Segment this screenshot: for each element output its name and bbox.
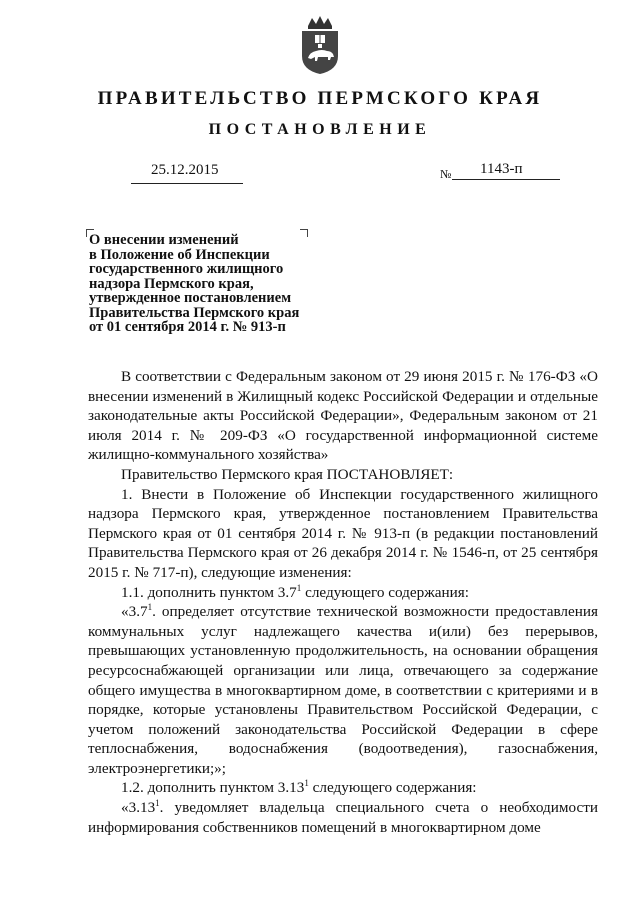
preamble-paragraph: В соответствии с Федеральным законом от 29 июня 2015 г. № 176-ФЗ «О внесении изменений в Жилищный кодекс Российской Федерации и отдельные законодательные акты Российской Федерации», Федеральным законом от 21 июля 2014 г. № 209-ФЗ «О государственной информационной системе жилищно-коммунального хозяйства» — [88, 368, 598, 464]
document-date: 25.12.2015 — [151, 162, 219, 178]
clause-3-7-1-paragraph — [88, 602, 598, 778]
clause-3-13-1-sup: 1 — [155, 798, 160, 809]
subject-line: надзора Пермского края, — [89, 275, 254, 292]
resolution-paragraph: Правительство Пермского края ПОСТАНОВЛЯЕТ: — [121, 465, 454, 483]
subject-line: Правительства Пермского края — [89, 304, 300, 321]
clause-1-2-tail: следующего содержания: — [308, 779, 477, 797]
number-field — [452, 161, 560, 180]
clause-3-7-1-text: «3.7 — [121, 603, 148, 621]
clause-3-13-1-tail: . уведомляет владельца специального счета о необходимости информирования собственников помещений в многоквартирном доме — [88, 799, 598, 836]
clause-1-2-text: 1.2. дополнить пунктом 3.13 — [121, 779, 305, 797]
document-subject — [89, 233, 329, 335]
clause-1-2-paragraph — [88, 778, 598, 798]
clause-3-13-1-text: «3.13 — [121, 799, 156, 817]
subject-line: утвержденное постановлением — [89, 290, 292, 306]
subject-line: государственного жилищного — [89, 261, 284, 277]
clause-1-2-sup: 1 — [304, 778, 309, 789]
subject-line: О внесении изменений — [89, 232, 239, 248]
clause-3-7-1-sup: 1 — [147, 602, 153, 613]
document-type: ПОСТАНОВЛЕНИЕ — [208, 121, 432, 138]
subject-line: в Положение об Инспекции — [89, 246, 270, 263]
clause-3-13-1-paragraph — [88, 798, 598, 837]
date-field — [131, 161, 243, 184]
organization-title: ПРАВИТЕЛЬСТВО ПЕРМСКОГО КРАЯ — [97, 88, 543, 109]
clause-3-7-1-tail: . определяет отсутствие технической возможности предоставления коммунальных услуг надлежащего качества и(или) без перерывов, превышающих установленную продолжительность, на основании обращения ресурсоснабжающей организации или лица, отвечающего за содержание общего имущества в многоквартирном доме, в соответствии с критериями и в порядке, которые установлены Правительством Российской Федерации, с учетом положений законодательства Российской Федерации в сфере теплоснабжения, водоснабжения (водоотведения), газоснабжения, электроэнергетики;»; — [88, 603, 598, 777]
subject-line: от 01 сентября 2014 г. № 913-п — [89, 319, 286, 335]
clause-1-1-text: 1.1. дополнить пунктом 3.7 — [121, 583, 297, 601]
clause-1-1-sup: 1 — [296, 582, 302, 593]
perm-krai-coat-of-arms-icon — [298, 14, 342, 76]
number-sign: № — [440, 167, 452, 181]
clause-1-1-tail: следующего содержания: — [301, 583, 469, 601]
document-number: 1143-п — [480, 161, 523, 177]
document-body — [88, 367, 598, 837]
clause-1-1-paragraph — [88, 583, 598, 603]
clause-1-paragraph: 1. Внести в Положение об Инспекции государственного жилищного надзора Пермского края, утвержденное постановлением Правительства Пермского края от 01 сентября 2014 г. № 913-п (в редакции постановлений Правительства Пермского края от 26 декабря 2014 г. № 1546-п, от 25 сентября 2015 г. № 717-п), следующие изменения: — [88, 485, 598, 581]
